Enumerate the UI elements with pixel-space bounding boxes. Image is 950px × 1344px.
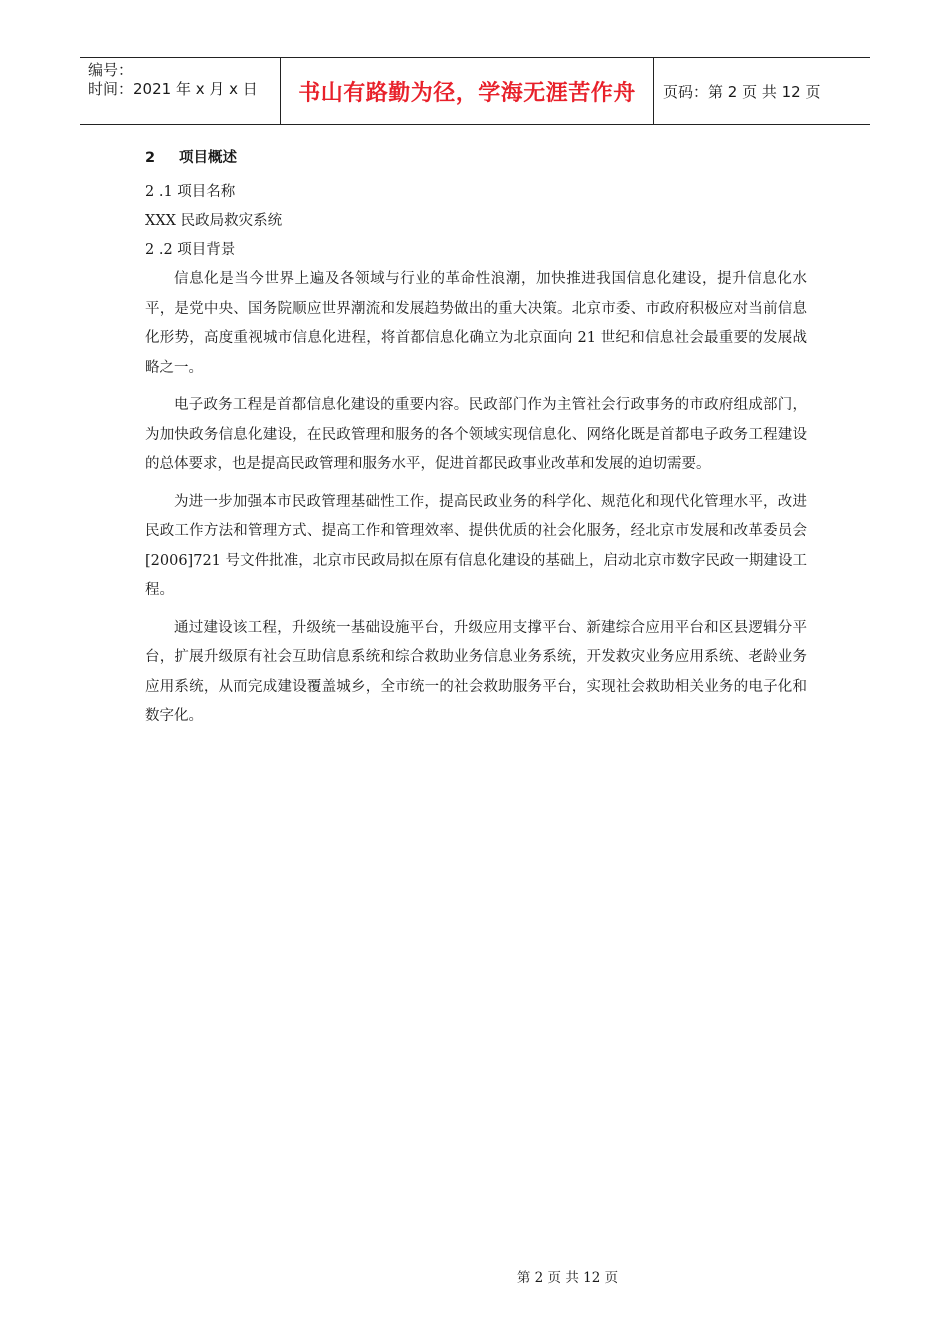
project-name: XXX 民政局救灾系统 <box>145 213 283 229</box>
time-label: 时间：2021 年 x 月 x 日 <box>88 80 258 98</box>
section-heading <box>145 145 807 171</box>
footer-page-number: 第 2 页 共 12 页 <box>516 1270 619 1286</box>
section-title: 项目概述 <box>179 150 237 166</box>
number-label: 编号： <box>88 61 134 79</box>
section-number: 2 <box>145 150 156 166</box>
page-header <box>80 57 870 125</box>
subsection-heading-background: 2 .2 项目背景 <box>145 242 236 258</box>
page-footer <box>0 1266 950 1286</box>
header-motto: 书山有路勤为径，学海无涯苦作舟 <box>281 58 654 124</box>
paragraph: 电子政务工程是首都信息化建设的重要内容。民政部门作为主管社会行政事务的市政府组成部门，为加快政务信息化建设，在民政管理和服务的各个领域实现信息化、网络化既是首都电子政务工程建设的总体要求，也是提高民政管理和服务水平，促进首都民政事业改革和发展的迫切需要。 <box>145 397 807 472</box>
header-meta <box>80 58 281 124</box>
paragraph: 为进一步加强本市民政管理基础性工作，提高民政业务的科学化、规范化和现代化管理水平，改进民政工作方法和管理方式、提高工作和管理效率、提供优质的社会化服务，经北京市发展和改革委员会[2006]721 号文件批准，北京市民政局拟在原有信息化建设的基础上，启动北京市数字民政一期建设工程。 <box>145 493 807 598</box>
paragraph: 通过建设该工程，升级统一基础设施平台，升级应用支撑平台、新建综合应用平台和区县逻辑分平台，扩展升级原有社会互助信息系统和综合救助业务信息业务系统，开发救灾业务应用系统、老龄业务应用系统，从而完成建设覆盖城乡，全市统一的社会救助服务平台，实现社会救助相关业务的电子化和数字化。 <box>145 619 807 724</box>
paragraph: 信息化是当今世界上遍及各领域与行业的革命性浪潮，加快推进我国信息化建设，提升信息化水平，是党中央、国务院顺应世界潮流和发展趋势做出的重大决策。北京市委、市政府积极应对当前信息化形势，高度重视城市信息化进程，将首都信息化确立为北京面向 21 世纪和信息社会最重要的发展战略之一。 <box>145 271 807 376</box>
subsection-heading-name: 2 .1 项目名称 <box>145 184 236 200</box>
document-body <box>145 145 807 740</box>
header-page-info: 页码：第 2 页 共 12 页 <box>663 82 821 101</box>
